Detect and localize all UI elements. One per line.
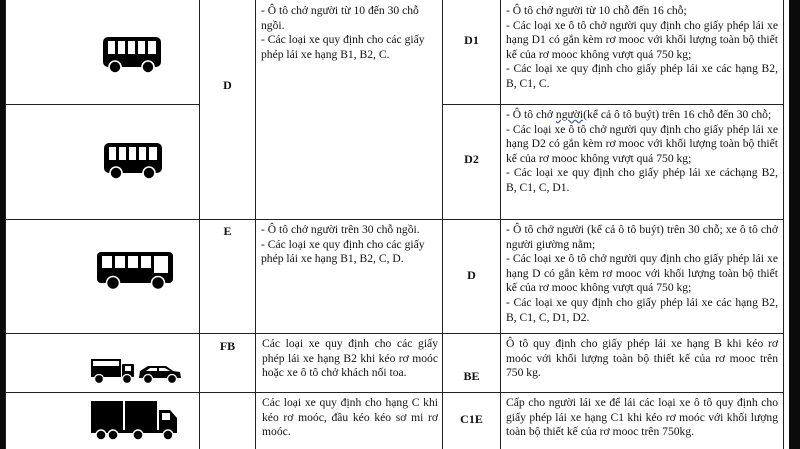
bus-icon <box>102 36 162 74</box>
new-license-class: D2 <box>464 152 479 166</box>
row-divider <box>6 219 783 220</box>
new-license-class: D1 <box>464 33 479 47</box>
new-description-item: - Ô tô chở người (kể cả ô tô buýt) trên 30 chỗ; xe ô tô chở người giường nằm; <box>506 223 778 251</box>
new-license-description <box>506 223 778 325</box>
old-license-class: FB <box>219 339 236 353</box>
old-license-class: E <box>223 224 232 238</box>
text-fragment: - Ô tô chở <box>506 108 556 121</box>
old-license-description: Các loại xe quy định cho hạng C khi kéo rơ moóc, đầu kéo kéo sơ mi rơ moóc. <box>262 396 438 439</box>
new-description-item: - Các loại xe ô tô chở người quy định cho giấy phép lái xe hạng D1 có gắn kèm rơ mooc với khối lượng toàn bộ thiết kế của rơ mooc không vượt quá 750 kg; <box>506 18 778 61</box>
new-description-item: - Các loại xe quy định cho giấy phép lái xe các hạng B2, B, C1, C. <box>506 62 778 90</box>
semi-truck-icon <box>90 398 180 442</box>
truck-and-car-icon <box>90 357 184 387</box>
coach-bus-icon <box>96 251 174 291</box>
old-license-description <box>261 223 437 267</box>
text-fragment: (kể cả ô tô buýt) trên 16 chỗ đến 30 chỗ; <box>583 108 772 121</box>
column-divider <box>500 0 501 449</box>
old-license-description <box>261 4 437 62</box>
old-license-class: D <box>223 78 232 92</box>
new-license-class: C1E <box>460 412 483 426</box>
column-divider <box>255 0 256 449</box>
old-description-item: - Ô tô chở người từ 10 đến 30 chỗ ngồi. <box>261 4 419 32</box>
license-comparison-table <box>6 0 789 449</box>
new-license-class: D <box>467 268 476 282</box>
new-license-description: Ô tô quy định cho giấy phép lái xe hạng B khi kéo rơ moóc với khối lượng toàn bộ thiết kế của rơ mooc trên 750 kg. <box>506 337 778 380</box>
table-border-right <box>783 0 784 449</box>
row-divider <box>6 104 199 105</box>
row-divider <box>442 104 783 105</box>
new-license-description <box>506 108 778 196</box>
old-license-description: Các loại xe quy định cho các giấy phép lái xe hạng B2 khi kéo rơ moóc hoặc xe ô tô chở khách nối toa. <box>262 337 438 380</box>
old-description-item: - Ô tô chở người trên 30 chỗ ngồi. <box>261 223 420 236</box>
row-divider <box>6 392 783 393</box>
new-description-item: - Các loại xe quy định cho giấy phép lái xe các hạng B2, B, C1, C, D1, D2. <box>506 295 778 324</box>
new-description-item <box>506 108 778 123</box>
new-description-item: - Ô tô chở người từ 10 chỗ đến 16 chỗ; <box>506 4 687 17</box>
new-description-item: - Các loại xe ô tô chở người quy định cho giấy phép lái xe hạng D có gắn kèm rơ mooc với khối lượng toàn bộ thiết kế của rơ mooc không vượt quá 750 kg; <box>506 252 778 295</box>
new-license-description: Cấp cho người lái xe để lái các loại xe ô tô quy định cho giấy phép lái xe hạng C1 khi kéo rơ moóc với khối lượng toàn bộ thiết kế của rơ mooc trên 750kg. <box>506 396 778 439</box>
old-description-item: - Các loại xe quy định cho các giấy phép lái xe hạng B1, B2, C. <box>261 33 425 61</box>
new-license-class: BE <box>463 369 480 383</box>
spellcheck-underlined-word: người <box>555 108 584 121</box>
row-divider <box>6 333 783 334</box>
new-description-item: - Các loại xe ô tô chở người quy định cho giấy phép lái xe hạng D2 có gắn kèm rơ mooc với khối lượng toàn bộ thiết kế của rơ mooc không vượt quá 750 kg; <box>506 122 778 165</box>
table-border-left <box>5 0 6 449</box>
bus-icon <box>103 142 163 180</box>
new-license-description <box>506 4 778 92</box>
new-description-item: - Các loại xe quy định cho giấy phép lái xe cáchạng B2, B, C1, C, D1. <box>506 166 778 194</box>
old-description-item: - Các loại xe quy định cho các giấy phép lái xe hạng B1, B2, C, D. <box>261 237 425 266</box>
